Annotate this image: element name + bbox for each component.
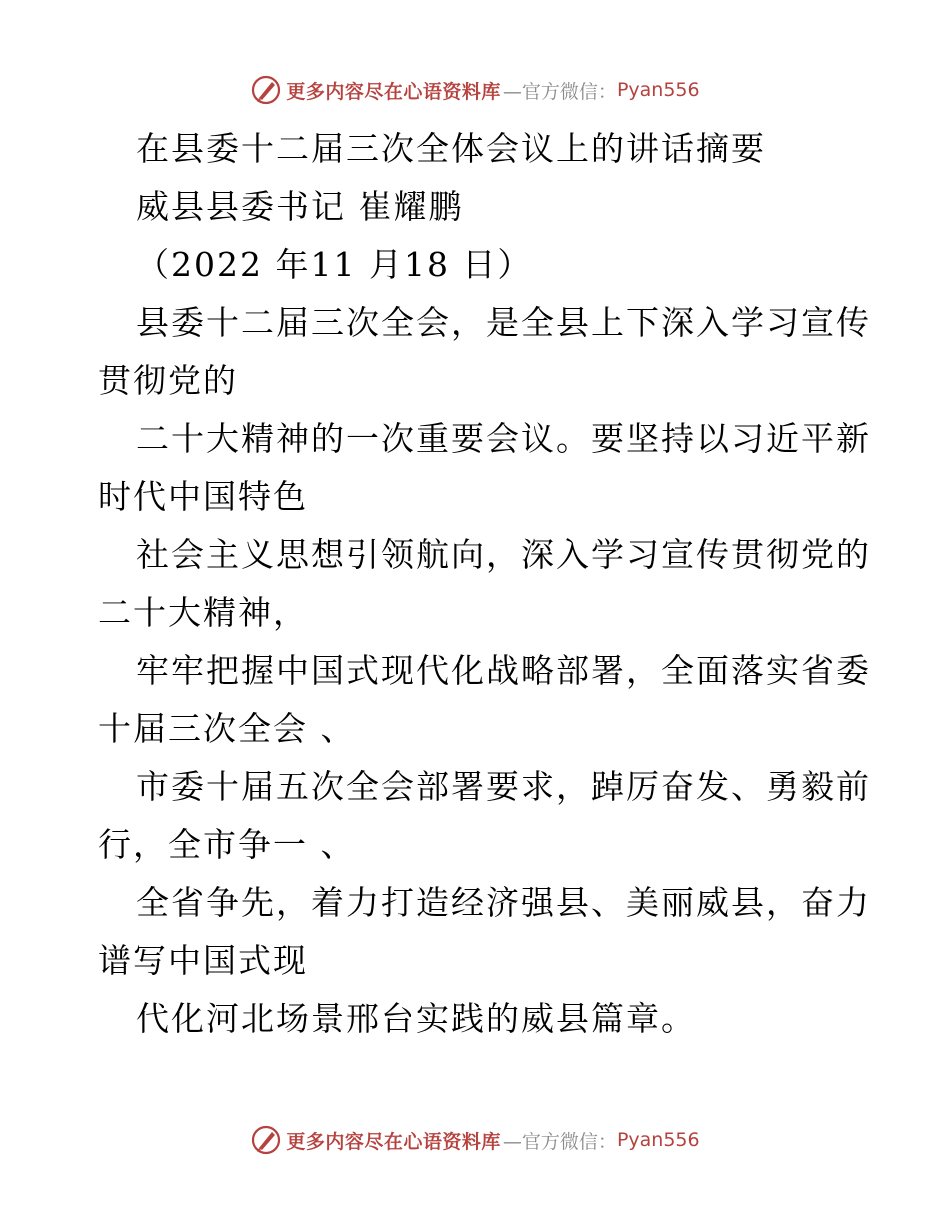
paragraph-line: 全省争先，着力打造经济强县、美丽威县，奋力: [136, 883, 871, 922]
quill-pen-logo-icon: [250, 1124, 282, 1156]
document-title: 在县委十二届三次全体会议上的讲话摘要: [136, 129, 766, 168]
paragraph-line: 谱写中国式现: [98, 941, 308, 980]
paragraph-line: 社会主义思想引领航向，深入学习宣传贯彻党的: [136, 535, 871, 574]
paragraph-line: 二十大精神的一次重要会议。要坚持以习近平新: [136, 419, 871, 458]
paragraph-line: 二十大精神，: [98, 593, 308, 632]
document-date: （2022 年11 月18 日）: [136, 245, 533, 284]
paragraph-line: 时代中国特色: [98, 477, 308, 516]
watermark-wechat-id: Pyan556: [616, 1129, 700, 1151]
watermark-text: 更多内容尽在心语资料库: [286, 1130, 501, 1153]
paragraph-line: 代化河北场景邢台实践的威县篇章。: [136, 999, 696, 1038]
paragraph-line: 十届三次全会 、: [98, 709, 356, 748]
quill-pen-logo-icon: [250, 74, 282, 106]
paragraph-line: 县委十二届三次全会，是全县上下深入学习宣传: [136, 303, 871, 342]
document-body: [98, 120, 871, 1048]
watermark-wechat-id: Pyan556: [616, 79, 700, 101]
paragraph-line: 牢牢把握中国式现代化战略部署，全面落实省委: [136, 651, 871, 690]
paragraph-line: 行，全市争一 、: [98, 825, 356, 864]
paragraph-line: 贯彻党的: [98, 361, 238, 400]
watermark-footer: [0, 1122, 950, 1158]
watermark-text: 更多内容尽在心语资料库: [286, 80, 501, 103]
paragraph-line: 市委十届五次全会部署要求，踔厉奋发、勇毅前: [136, 767, 871, 806]
watermark-header: [0, 72, 950, 108]
watermark-separator: —官方微信：: [502, 1130, 617, 1153]
document-author: 威县县委书记 崔耀鹏: [136, 187, 464, 226]
watermark-separator: —官方微信：: [502, 80, 617, 103]
